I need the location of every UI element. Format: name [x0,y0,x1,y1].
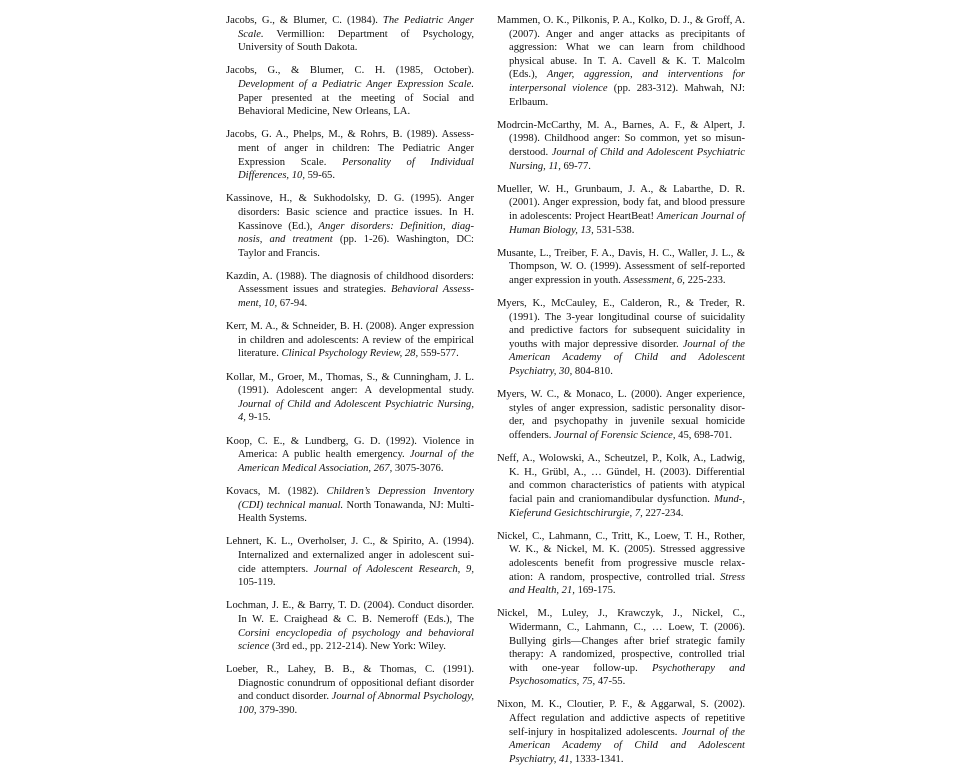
reference-pages: 3075-3076. [392,462,444,474]
reference-text: Lehnert, K. L., Overholser, J. C., & Spirito, A. (1994). Internalized and externalized anger in adolescent suicide attempters. [226,536,474,575]
reference-pages: 47-55. [595,676,626,688]
reference-pages: 67-94. [277,298,308,310]
reference-source: Journal of the American Medical Association, 267, [238,449,475,474]
reference-text: Jacobs, G., & Blumer, C. H. (1985, October). [226,65,474,77]
reference-source: Clinical Psychology Review, 28, [281,348,419,360]
reference-pages: (pp. 1-26). Washington, DC: Taylor and Francis. [238,234,475,259]
reference-source: Journal of the American Academy of Child and Adolescent Psychiatry, 41, [509,726,745,765]
reference-text: Jacobs, G., & Blumer, C. (1984). [226,15,383,26]
reference-pages: 169-175. [574,585,616,597]
reference-source: Journal of Child and Adolescent Psychiatric Nursing, 11, [509,146,745,172]
reference-text: Musante, L., Treiber, F. A., Davis, H. C., Waller, J. L., & Thompson, W. O. (1999). Assessment of self-reported anger expression in youth. [497,247,745,286]
reference-text: Kerr, M. A., & Schneider, B. H. (2008). Anger expression in children and adolescents: A review of the empirical literature. [226,321,474,360]
reference-pages: 9-15. [245,412,271,424]
reference-source: Anger disorders: Definition, diagnosis, and treatment [238,220,474,246]
reference-entry [226,14,474,55]
reference-pages: Vermillion: Department of Psychology, University of South Dakota. [238,28,474,54]
reference-entry [497,698,745,766]
reference-source: American Journal of Human Biology, 13, [509,210,745,236]
reference-text: Kazdin, A. (1988). The diagnosis of childhood disorders: Assessment issues and strategies. [226,270,474,296]
reference-source: Journal of Adolescent Research, 9, [313,563,474,575]
reference-text: Kollar, M., Groer, M., Thomas, S., & Cunningham, J. L. (1991). Adolescent anger: A developmental study. [226,371,474,397]
references-right-column [497,14,745,776]
reference-entry [226,435,474,476]
reference-pages: 45, 698-701. [675,430,733,441]
reference-pages: 59-65. [304,170,335,182]
reference-source: Behavioral Assessment, 10, [238,284,474,310]
reference-text: Modrcin-McCarthy, M. A., Barnes, A. F., & Alpert, J. (1998). Childhood anger: So common, yet so misunderstood. [497,119,745,158]
reference-pages: 1333-1341. [572,753,624,765]
reference-pages: (3rd ed., pp. 212-214). New York: Wiley. [269,641,446,653]
reference-entry [226,485,474,526]
reference-entry [226,320,474,361]
reference-entry [226,128,474,182]
reference-source: Journal of Child and Adolescent Psychiatric Nursing, 4, [238,398,474,424]
reference-source: Personality of Individual Differences, 10, [238,156,474,182]
reference-entry [226,192,474,260]
reference-entry [226,535,474,589]
reference-pages: (pp. 283-312). Mahwah, NJ: Erlbaum. [509,82,745,108]
reference-text: Kassinove, H., & Sukhodolsky, D. G. (1995). Anger disorders: Basic science and practice issues. In H. Kassinove (Ed.), [226,193,474,232]
reference-source: Children’s Depression Inventory (CDI) technical manual. [238,485,474,511]
reference-entry [497,247,745,288]
reference-entry [497,452,745,520]
reference-entry [226,64,474,118]
references-left-column [226,14,474,727]
reference-entry [226,270,474,311]
reference-pages: 531-538. [593,224,635,236]
reference-source: Psychotherapy and Psychosomatics, 75, [509,662,745,688]
reference-pages: North Tonawanda, NJ: Multi-Health Systems. [238,499,474,525]
reference-pages: 379-390. [256,705,298,717]
reference-source: Journal of Forensic Science, [554,430,676,441]
reference-text: Neff, A., Wolowski, A., Scheutzel, P., Kolk, A., Ladwig, K. H., Grübl, A., … Gündel, H. (2003). Differential and common characteristics of patients with atypical facial pain and craniomandibular dysfunction. [497,453,745,505]
reference-source: Journal of the American Academy of Child and Adolescent Psychiatry, 30, [509,338,746,378]
reference-text: Nixon, M. K., Cloutier, P. F., & Aggarwal, S. (2002). Affect regulation and addictive aspects of repetitive self-injury in hospitalized adolescents. [497,699,745,738]
reference-entry [497,607,745,689]
reference-text: Myers, W. C., & Monaco, L. (2000). Anger experience, styles of anger expression, sadistic personality disorder, and psychopathy in juvenile sexual homicide offenders. [497,389,745,441]
reference-source: Assessment, 6, [623,274,685,286]
reference-text: Koop, C. E., & Lundberg, G. D. (1992). Violence in America: A public health emergency. [226,435,474,461]
reference-text: Mammen, O. K., Pilkonis, P. A., Kolko, D. J., & Groff, A. (2007). Anger and anger attacks as precipitants of aggression: What we can learn from childhood physical abuse. In T. A. Cavell & K. T. Malcolm (Eds.), [497,15,745,81]
reference-entry [497,388,745,442]
reference-pages: 227-234. [642,507,684,519]
reference-text: Jacobs, G. A., Phelps, M., & Rohrs, B. (1989). Assessment of anger in children: The Pediatric Anger Expression Scale. [226,129,474,168]
reference-text: Nickel, M., Luley, J., Krawczyk, J., Nickel, C., Widermann, C., Lahmann, C., … Loew, T. (2006). Bullying girls—Changes after brief strategic family therapy: A randomized, prospective, controlled trial with one-year follow-up. [497,608,745,674]
reference-source: Stress and Health, 21, [509,571,745,597]
reference-pages: 559-577. [418,348,459,360]
reference-text: Mueller, W. H., Grunbaum, J. A., & Labarthe, D. R. (2001). Anger expression, body fat, and blood pressure in adolescents: Project HeartBeat! [497,183,745,222]
reference-entry [497,530,745,598]
reference-source: Anger, aggression, and interventions for interpersonal violence [509,69,745,94]
reference-entry [226,599,474,653]
reference-source: The Pediatric Anger Scale. [238,15,475,40]
reference-text: Lochman, J. E., & Barry, T. D. (2004). Conduct disorder. In W. E. Craighead & C. B. Nemeroff (Eds.), The [226,600,474,625]
reference-entry [226,371,474,425]
reference-text: Loeber, R., Lahey, B. B., & Thomas, C. (1991). Diagnostic conundrum of oppositional defiant disorder and conduct disorder. [226,664,474,703]
reference-entry [226,663,474,717]
reference-source: Corsini encyclopedia of psychology and behavioral science [238,627,474,653]
reference-entry [497,119,745,173]
reference-text: Kovacs, M. (1982). [226,485,327,497]
reference-entry [497,14,745,109]
reference-pages: 225-233. [684,274,726,286]
reference-entry [497,297,745,379]
reference-source: Journal of Abnormal Psychology, 100, [238,691,474,717]
reference-pages: 105-119. [238,577,276,589]
reference-pages: 804-810. [572,366,613,378]
reference-source: Development of a Pediatric Anger Expression Scale. [238,78,474,90]
reference-text: Nickel, C., Lahmann, C., Tritt, K., Loew, T. H., Rother, W. K., & Nickel, M. K. (2005). Stressed aggressive adolescents benefit from progressive muscle relaxation: A random, prospective, controlled trial. [497,530,745,583]
reference-entry [497,183,745,237]
reference-pages: 69-77. [560,160,591,172]
reference-text: Myers, K., McCauley, E., Calderon, R., & Treder, R. (1991). The 3-year longitudinal course of suicidality and predictive factors for subsequent suicidality in youths with major depressive disorder. [497,298,745,350]
reference-source: Mund-, Kieferund Gesichtschirurgie, 7, [509,493,745,519]
reference-pages: Paper presented at the meeting of Social and Behavioral Medicine, New Orleans, LA. [238,92,474,118]
